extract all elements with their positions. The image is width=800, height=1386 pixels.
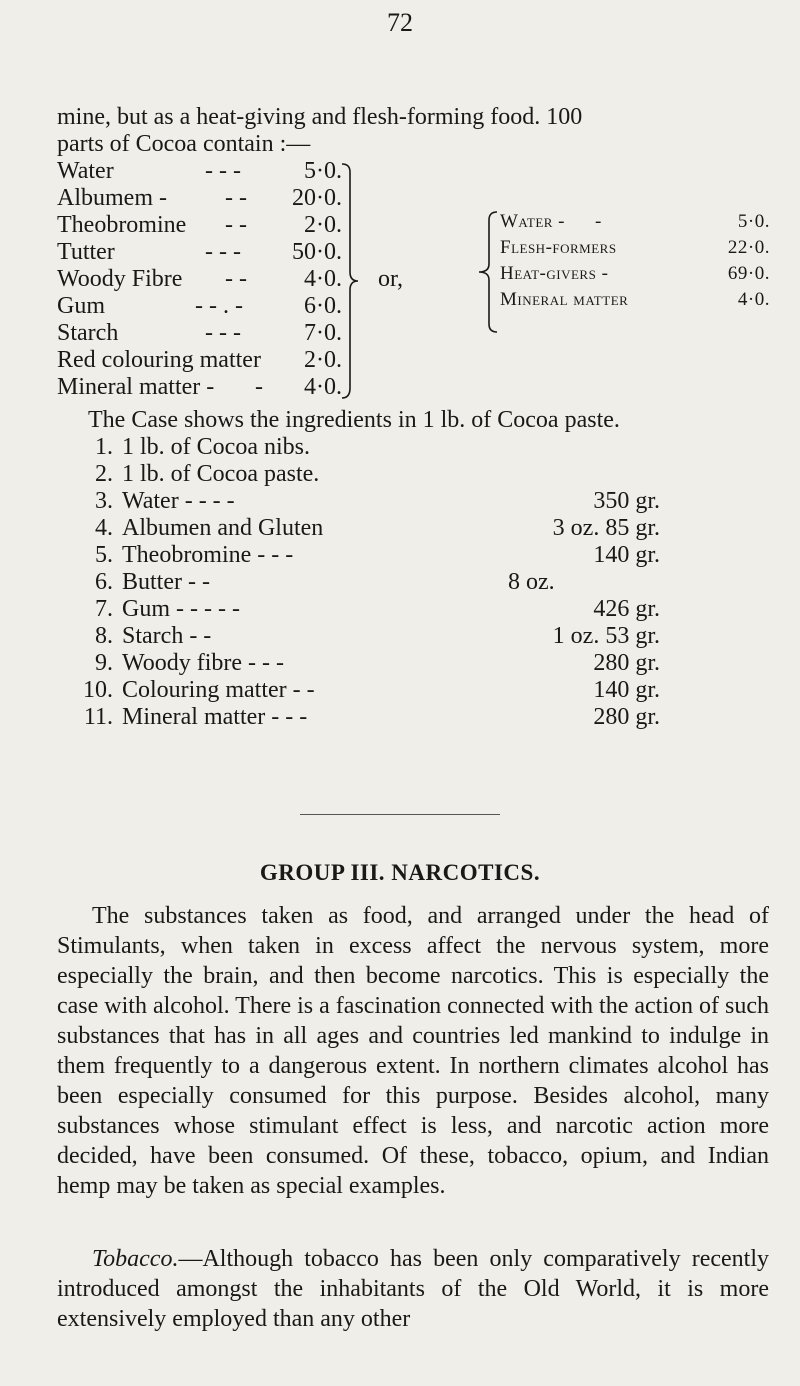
composition-dashes: - - - xyxy=(205,158,241,184)
alternative-row: Water - - 5·0. xyxy=(500,211,770,232)
composition-dashes: - - - xyxy=(205,320,241,346)
composition-dashes: - - - xyxy=(205,239,241,265)
intro-line-2: parts of Cocoa contain :— xyxy=(57,131,311,157)
section-heading: GROUP III. NARCOTICS. xyxy=(259,860,541,885)
case-item-number: 6. xyxy=(95,569,113,595)
case-item-name: Butter - - xyxy=(122,569,210,595)
case-intro: The Case shows the ingredients in 1 lb. of Cocoa paste. xyxy=(88,407,620,433)
composition-row: Water xyxy=(57,158,114,184)
composition-value: 50·0. xyxy=(292,239,342,265)
case-item-name: Albumen and Gluten xyxy=(122,515,324,541)
composition-dashes: - - xyxy=(225,185,247,211)
case-item-name: 1 lb. of Cocoa paste. xyxy=(122,461,320,487)
case-item-number: 4. xyxy=(95,515,113,541)
composition-dashes: - - . - xyxy=(195,293,243,319)
composition-dashes: - - xyxy=(225,266,247,292)
paragraph: The substances taken as food, and arranged under the head of Stimulants, when taken in excess affect the nervous system, more especially the brain, and then become narcotics. This is especially the case with alcohol. There is a fascination connected with the action of such substances that has in all ages and countries led mankind to indulge in them frequently to a dangerous extent. In northern climates alcohol has been especially consumed for this purpose. Besides alcohol, many substances whose stimulant effect is less, and narcotic action more decided, have been consumed. Of these, tobacco, opium, and Indian hemp may be taken as special examples. xyxy=(57,903,769,1199)
case-item-number: 7. xyxy=(95,596,113,622)
composition-value: 7·0. xyxy=(304,320,342,346)
case-item-qty: 426 gr. xyxy=(593,596,660,622)
composition-value: 4·0. xyxy=(304,266,342,292)
alternative-row: Mineral matter 4·0. xyxy=(500,289,770,310)
case-item-number: 1. xyxy=(95,434,113,460)
composition-row: Gum xyxy=(57,293,105,319)
composition-row: Woody Fibre xyxy=(57,266,183,292)
case-item-number: 11. xyxy=(83,704,113,730)
case-item-qty: 280 gr. xyxy=(593,704,660,730)
case-item-name: Theobromine - - - xyxy=(122,542,294,568)
composition-row: Red colouring matter xyxy=(57,347,261,373)
case-item-qty: 3 oz. 85 gr. xyxy=(552,515,660,541)
case-item-qty: 140 gr. xyxy=(593,677,660,703)
case-item-qty: 140 gr. xyxy=(593,542,660,568)
case-item-number: 9. xyxy=(95,650,113,676)
alternative-row: Heat-givers - 69·0. xyxy=(500,263,770,284)
composition-value: 4·0. xyxy=(304,374,342,400)
composition-value: 6·0. xyxy=(304,293,342,319)
case-item-qty: 1 oz. 53 gr. xyxy=(552,623,660,649)
intro-line-1: mine, but as a heat-giving and flesh-forming food. 100 xyxy=(57,104,583,130)
case-item-name: Water - - - - xyxy=(122,488,235,514)
section-divider xyxy=(300,814,500,815)
case-item-name: Colouring matter - - xyxy=(122,677,315,703)
case-item-number: 2. xyxy=(95,461,113,487)
case-item-name: Starch - - xyxy=(122,623,212,649)
page-number: 72 xyxy=(387,8,413,37)
case-item-qty: 8 oz. xyxy=(508,569,555,595)
case-item-number: 5. xyxy=(95,542,113,568)
left-brace-icon xyxy=(473,208,499,336)
case-item-name: 1 lb. of Cocoa nibs. xyxy=(122,434,310,460)
case-item-name: Mineral matter - - - xyxy=(122,704,308,730)
case-item-number: 3. xyxy=(95,488,113,514)
paragraph-title: Tobacco. xyxy=(92,1246,179,1272)
case-item-name: Gum - - - - - xyxy=(122,596,240,622)
case-item-qty: 280 gr. xyxy=(593,650,660,676)
case-item-name: Woody fibre - - - xyxy=(122,650,285,676)
case-item-qty: 350 gr. xyxy=(593,488,660,514)
composition-dashes: - xyxy=(255,374,263,400)
or-label: or, xyxy=(378,266,404,292)
composition-value: 2·0. xyxy=(304,212,342,238)
composition-value: 20·0. xyxy=(292,185,342,211)
composition-row: Albumem - xyxy=(57,185,167,211)
composition-dashes: - - xyxy=(225,212,247,238)
right-brace-icon xyxy=(340,160,370,402)
case-item-number: 10. xyxy=(83,677,113,703)
composition-row: Tutter xyxy=(57,239,115,265)
paragraph: Tobacco.—Although tobacco has been only comparatively recently introduced amongst the inhabitants of the Old World, it is more extensively employed than any other xyxy=(57,1246,769,1332)
composition-row: Theobromine xyxy=(57,212,187,238)
composition-row: Mineral matter - xyxy=(57,374,215,400)
composition-value: 2·0. xyxy=(304,347,342,373)
composition-row: Starch xyxy=(57,320,119,346)
composition-value: 5·0. xyxy=(304,158,342,184)
alternative-row: Flesh-formers 22·0. xyxy=(500,237,770,258)
case-item-number: 8. xyxy=(95,623,113,649)
